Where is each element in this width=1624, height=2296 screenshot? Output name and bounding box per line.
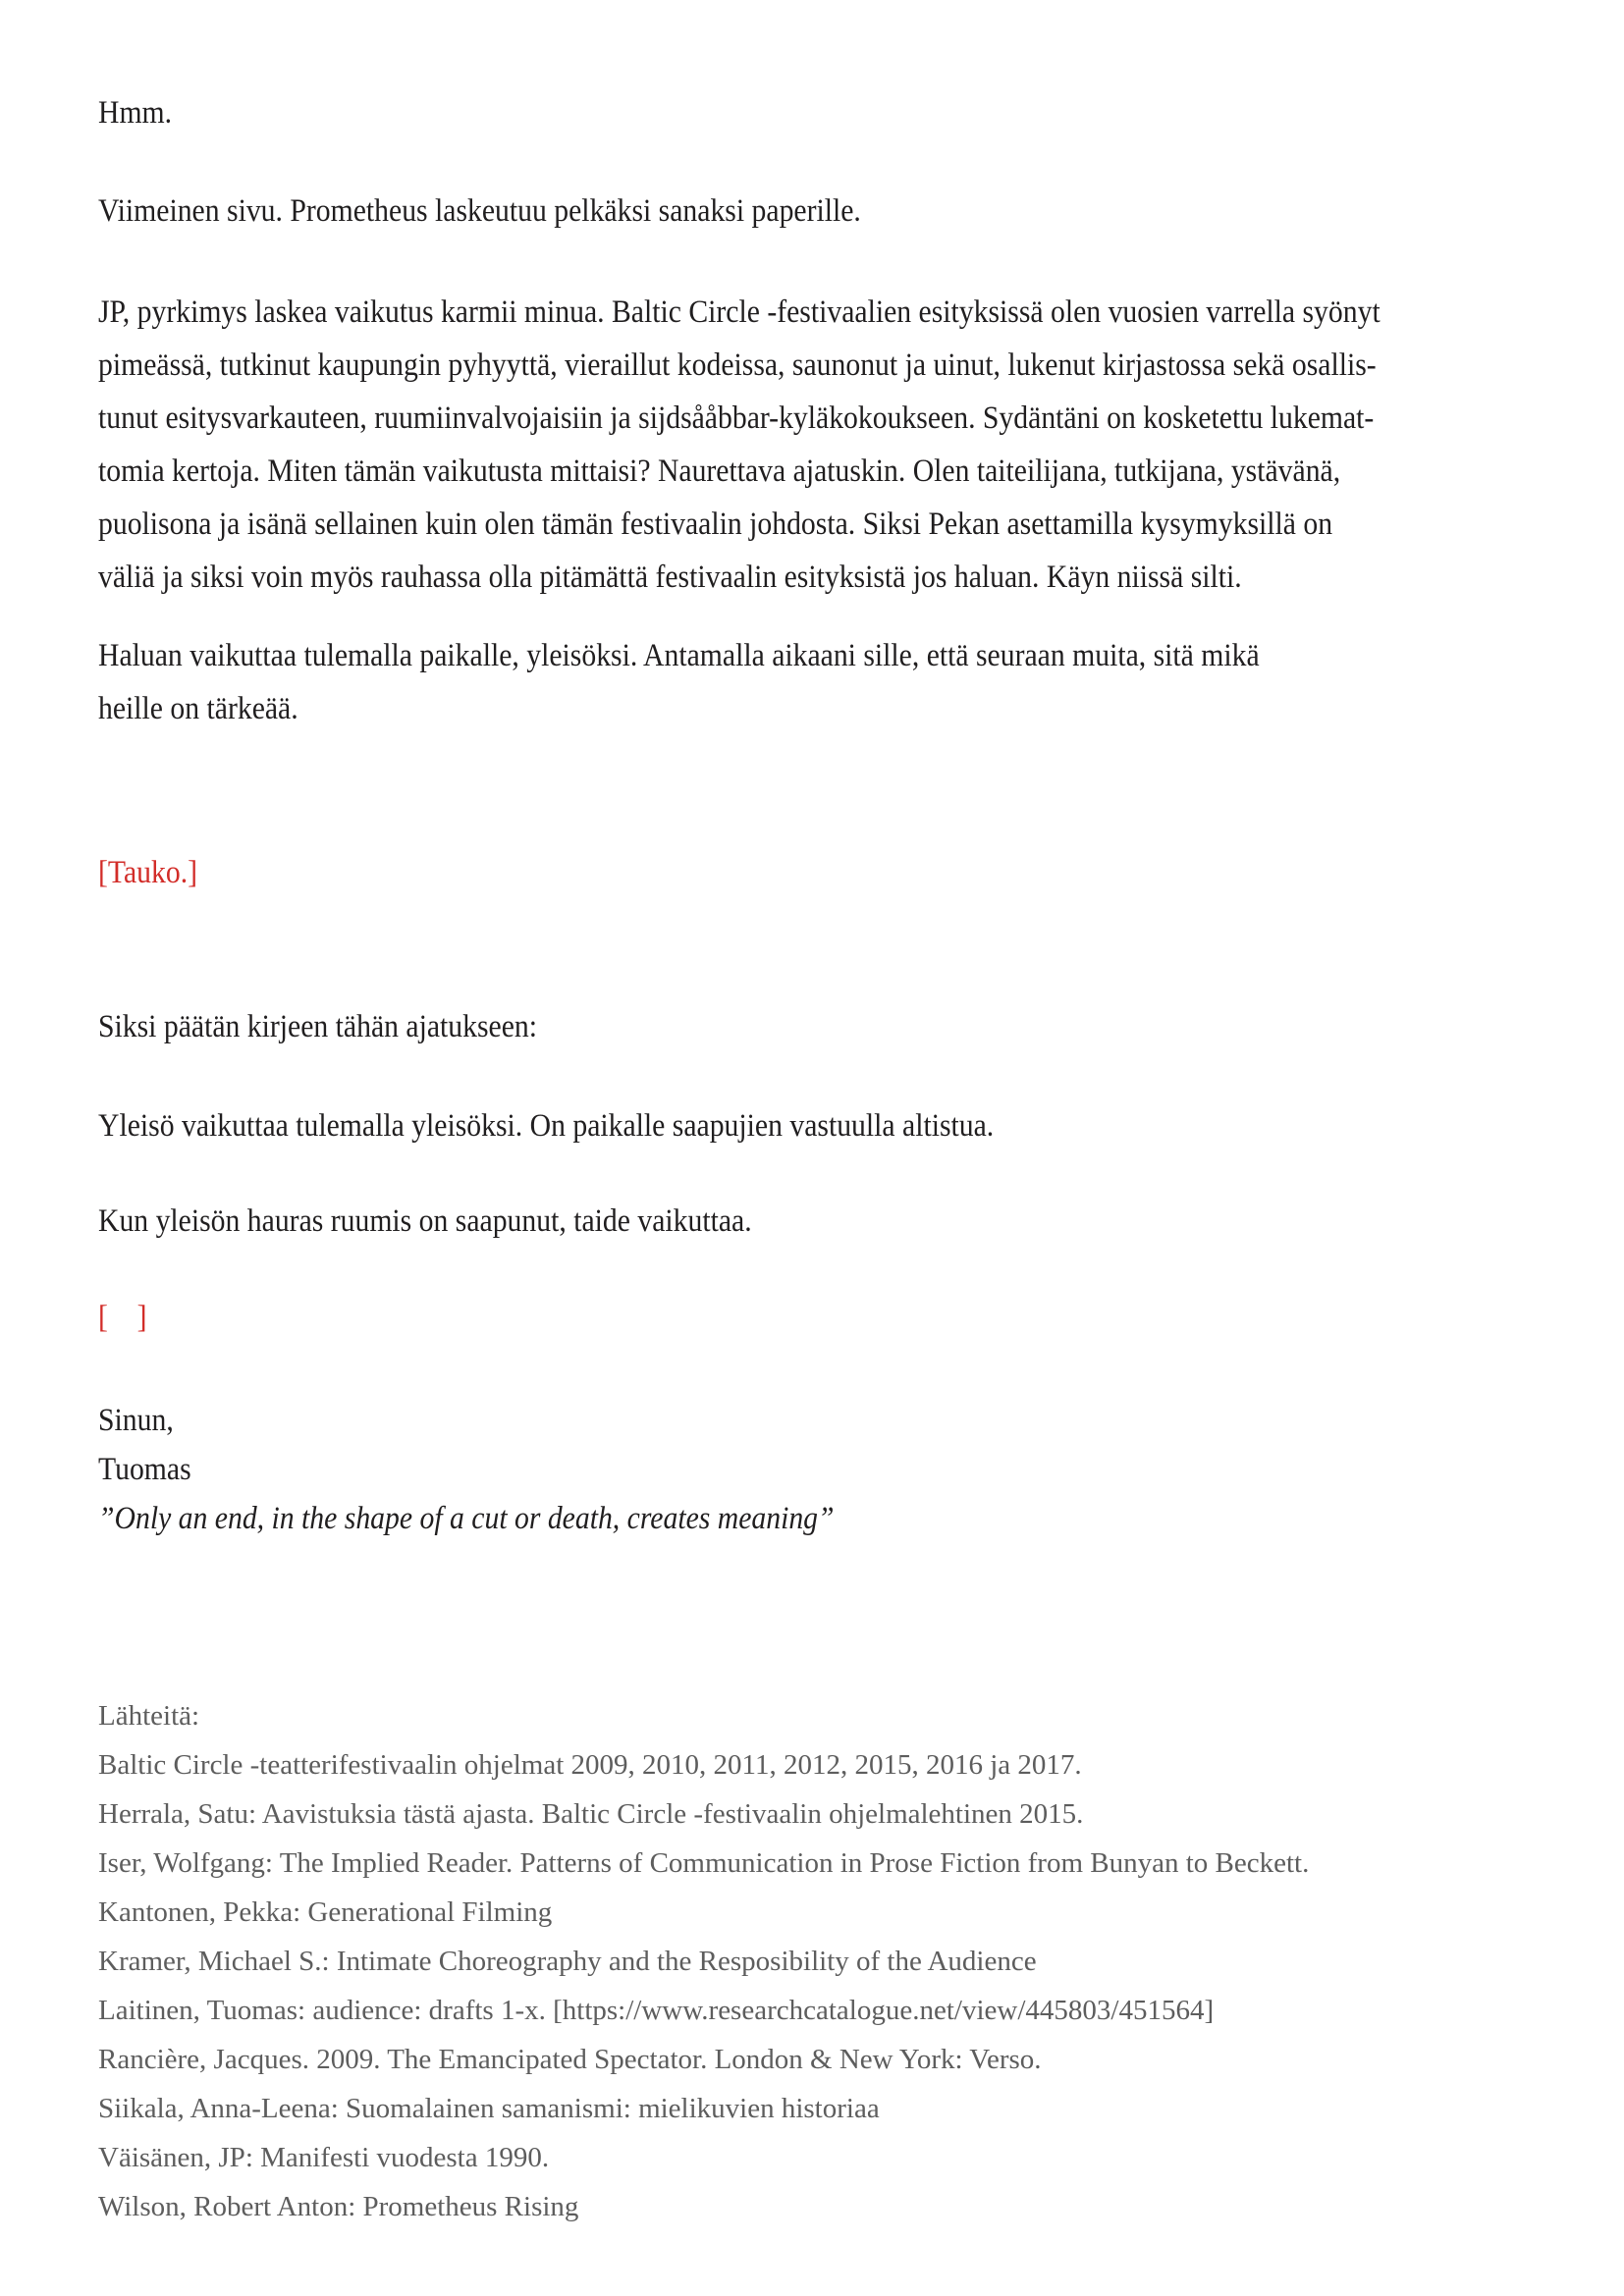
text-line: Iser, Wolfgang: The Implied Reader. Patterns of Communication in Prose Fiction from Bunyan to Beckett. — [98, 1847, 1310, 1879]
text-line: pimeässä, tutkinut kaupungin pyhyyttä, vieraillut kodeissa, saunonut ja uinut, lukenut kirjastossa sekä osallis- — [98, 347, 1377, 383]
text-line: Haluan vaikuttaa tulemalla paikalle, yleisöksi. Antamalla aikaani sille, että seuraan muita, sitä mikä — [98, 638, 1260, 673]
text-line: tomia kertoja. Miten tämän vaikutusta mittaisi? Naurettava ajatuskin. Olen taiteilijana, tutkijana, ystävänä, — [98, 454, 1341, 489]
text-line: Kantonen, Pekka: Generational Filming — [98, 1896, 553, 1928]
paragraph-effect — [98, 286, 1536, 604]
signature-block — [98, 1396, 1536, 1543]
text-line: puolisona ja isänä sellainen kuin olen tämän festivaalin johdosta. Siksi Pekan asettamilla kysymyksillä on — [98, 507, 1333, 542]
paragraph-attend — [98, 629, 1536, 735]
text-line: Laitinen, Tuomas: audience: drafts 1-x. [https://www.researchcatalogue.net/view/445803/451564] — [98, 1995, 1215, 2026]
text-line: Siikala, Anna-Leena: Suomalainen samanismi: mielikuvien historiaa — [98, 2093, 880, 2124]
pause-marker: [Tauko.] — [98, 855, 198, 890]
sources-heading: Lähteitä: — [98, 1700, 200, 1732]
paragraph-opening: Hmm. — [98, 95, 173, 131]
signature-name: Tuomas — [98, 1452, 191, 1487]
paragraph-thought-body: Kun yleisön hauras ruumis on saapunut, taide vaikuttaa. — [98, 1203, 752, 1239]
signoff: Sinun, — [98, 1403, 174, 1438]
text-line: Rancière, Jacques. 2009. The Emancipated Spectator. London & New York: Verso. — [98, 2044, 1042, 2075]
paragraph-closing-intro: Siksi päätän kirjeen tähän ajatukseen: — [98, 1009, 538, 1044]
text-line: Herrala, Satu: Aavistuksia tästä ajasta. Baltic Circle -festivaalin ohjelmalehtinen 2015. — [98, 1798, 1084, 1830]
text-line: väliä ja siksi voin myös rauhassa olla pitämättä festivaalin esityksistä jos haluan. Käyn niissä silti. — [98, 560, 1242, 595]
sources-list — [98, 1740, 1536, 2231]
letter-body — [98, 86, 1536, 2231]
paragraph-thought-audience: Yleisö vaikuttaa tulemalla yleisöksi. On paikalle saapujien vastuulla altistua. — [98, 1108, 995, 1144]
text-line: tunut esitysvarkauteen, ruumiinvalvojaisiin ja sijdsååbbar-kyläkokoukseen. Sydäntäni on kosketettu lukemat- — [98, 400, 1375, 436]
sources-section — [98, 1691, 1536, 2231]
text-line: Väisänen, JP: Manifesti vuodesta 1990. — [98, 2142, 550, 2173]
text-line: heille on tärkeää. — [98, 691, 298, 726]
text-line: Baltic Circle -teatterifestivaalin ohjelmat 2009, 2010, 2011, 2012, 2015, 2016 ja 2017. — [98, 1749, 1082, 1781]
text-line: Wilson, Robert Anton: Prometheus Rising — [98, 2191, 579, 2222]
text-line: JP, pyrkimys laskea vaikutus karmii minua. Baltic Circle -festivaalien esityksissä olen vuosien varrella syönyt — [98, 294, 1380, 330]
empty-brackets-marker: [ ] — [98, 1300, 147, 1335]
closing-quote: ”Only an end, in the shape of a cut or death, creates meaning” — [98, 1501, 835, 1536]
paragraph-last-page: Viimeinen sivu. Prometheus laskeutuu pelkäksi sanaksi paperille. — [98, 193, 861, 229]
text-line: Kramer, Michael S.: Intimate Choreography and the Resposibility of the Audience — [98, 1946, 1037, 1977]
